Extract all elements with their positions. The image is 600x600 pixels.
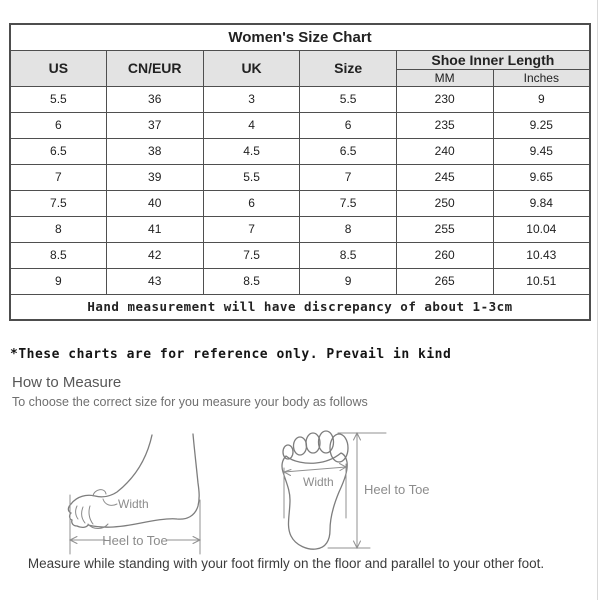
table-row	[10, 112, 590, 138]
knuckle-bump	[93, 490, 106, 496]
heel-to-toe-dimension	[328, 433, 430, 548]
table-row	[10, 190, 590, 216]
width-label: Width	[118, 497, 149, 511]
col-header-uk: UK	[203, 50, 300, 86]
width-label: Width	[303, 475, 334, 489]
foot-side-outline	[68, 434, 199, 527]
table-cell: 7	[203, 216, 300, 242]
table-cell: 5.5	[10, 86, 106, 112]
size-chart-table	[9, 23, 591, 321]
table-cell: 255	[396, 216, 493, 242]
table-cell: 5.5	[300, 86, 396, 112]
foot-top-view-diagram	[276, 422, 446, 557]
table-cell: 265	[396, 268, 493, 294]
table-cell: 6	[10, 112, 106, 138]
width-dimension	[284, 464, 346, 519]
table-cell: 10.43	[493, 242, 590, 268]
table-cell: 235	[396, 112, 493, 138]
table-cell: 6.5	[300, 138, 396, 164]
table-cell: 37	[106, 112, 203, 138]
table-cell: 43	[106, 268, 203, 294]
table-cell: 9	[493, 86, 590, 112]
table-cell: 4.5	[203, 138, 300, 164]
table-cell: 9.25	[493, 112, 590, 138]
col-header-us: US	[10, 50, 106, 86]
table-row	[10, 138, 590, 164]
heel-to-toe-label: Heel to Toe	[364, 482, 430, 497]
table-cell: 7.5	[203, 242, 300, 268]
table-cell: 7.5	[300, 190, 396, 216]
table-row	[10, 242, 590, 268]
table-cell: 8.5	[10, 242, 106, 268]
table-cell: 5.5	[203, 164, 300, 190]
table-cell: 245	[396, 164, 493, 190]
table-cell: 40	[106, 190, 203, 216]
table-cell: 8	[10, 216, 106, 242]
table-cell: 9	[10, 268, 106, 294]
table-row	[10, 268, 590, 294]
reference-note: *These charts are for reference only. Prevail in kind	[10, 347, 452, 362]
table-footnote-row	[10, 294, 590, 320]
table-cell: 8	[300, 216, 396, 242]
table-cell: 9.45	[493, 138, 590, 164]
width-pointer	[103, 499, 117, 505]
table-cell: 9.84	[493, 190, 590, 216]
table-cell: 10.04	[493, 216, 590, 242]
how-to-measure-heading: How to Measure	[12, 374, 122, 391]
table-cell: 8.5	[300, 242, 396, 268]
table-cell: 9.65	[493, 164, 590, 190]
col-header-size: Size	[300, 50, 396, 86]
table-cell: 9	[300, 268, 396, 294]
table-cell: 36	[106, 86, 203, 112]
image-edge-line	[597, 0, 598, 600]
table-cell: 230	[396, 86, 493, 112]
table-cell: 250	[396, 190, 493, 216]
table-title: Women's Size Chart	[10, 24, 590, 50]
table-cell: 4	[203, 112, 300, 138]
table-cell: 6	[300, 112, 396, 138]
table-cell: 10.51	[493, 268, 590, 294]
measure-caption: Measure while standing with your foot firmly on the floor and parallel to your other foot.	[27, 556, 545, 571]
table-cell: 41	[106, 216, 203, 242]
toe-lines	[76, 506, 93, 524]
table-cell: 7	[300, 164, 396, 190]
table-row	[10, 86, 590, 112]
table-row	[10, 216, 590, 242]
table-footnote: Hand measurement will have discrepancy of about 1-3cm	[10, 294, 590, 320]
col-header-shoe-inner-length: Shoe Inner Length	[396, 50, 590, 69]
table-row	[10, 164, 590, 190]
table-cell: 39	[106, 164, 203, 190]
how-to-measure-subheading: To choose the correct size for you measure your body as follows	[12, 395, 368, 409]
table-header-row	[10, 50, 590, 69]
table-cell: 38	[106, 138, 203, 164]
table-cell: 6	[203, 190, 300, 216]
table-cell: 3	[203, 86, 300, 112]
table-cell: 7	[10, 164, 106, 190]
col-header-cn-eur: CN/EUR	[106, 50, 203, 86]
col-header-inches: Inches	[493, 69, 590, 86]
table-cell: 6.5	[10, 138, 106, 164]
table-cell: 260	[396, 242, 493, 268]
table-cell: 8.5	[203, 268, 300, 294]
toes	[283, 431, 348, 462]
table-cell: 7.5	[10, 190, 106, 216]
table-cell: 240	[396, 138, 493, 164]
foot-side-view-diagram	[55, 428, 215, 560]
col-header-mm: MM	[396, 69, 493, 86]
table-cell: 42	[106, 242, 203, 268]
table-title-row	[10, 24, 590, 50]
heel-to-toe-label: Heel to Toe	[102, 533, 168, 548]
